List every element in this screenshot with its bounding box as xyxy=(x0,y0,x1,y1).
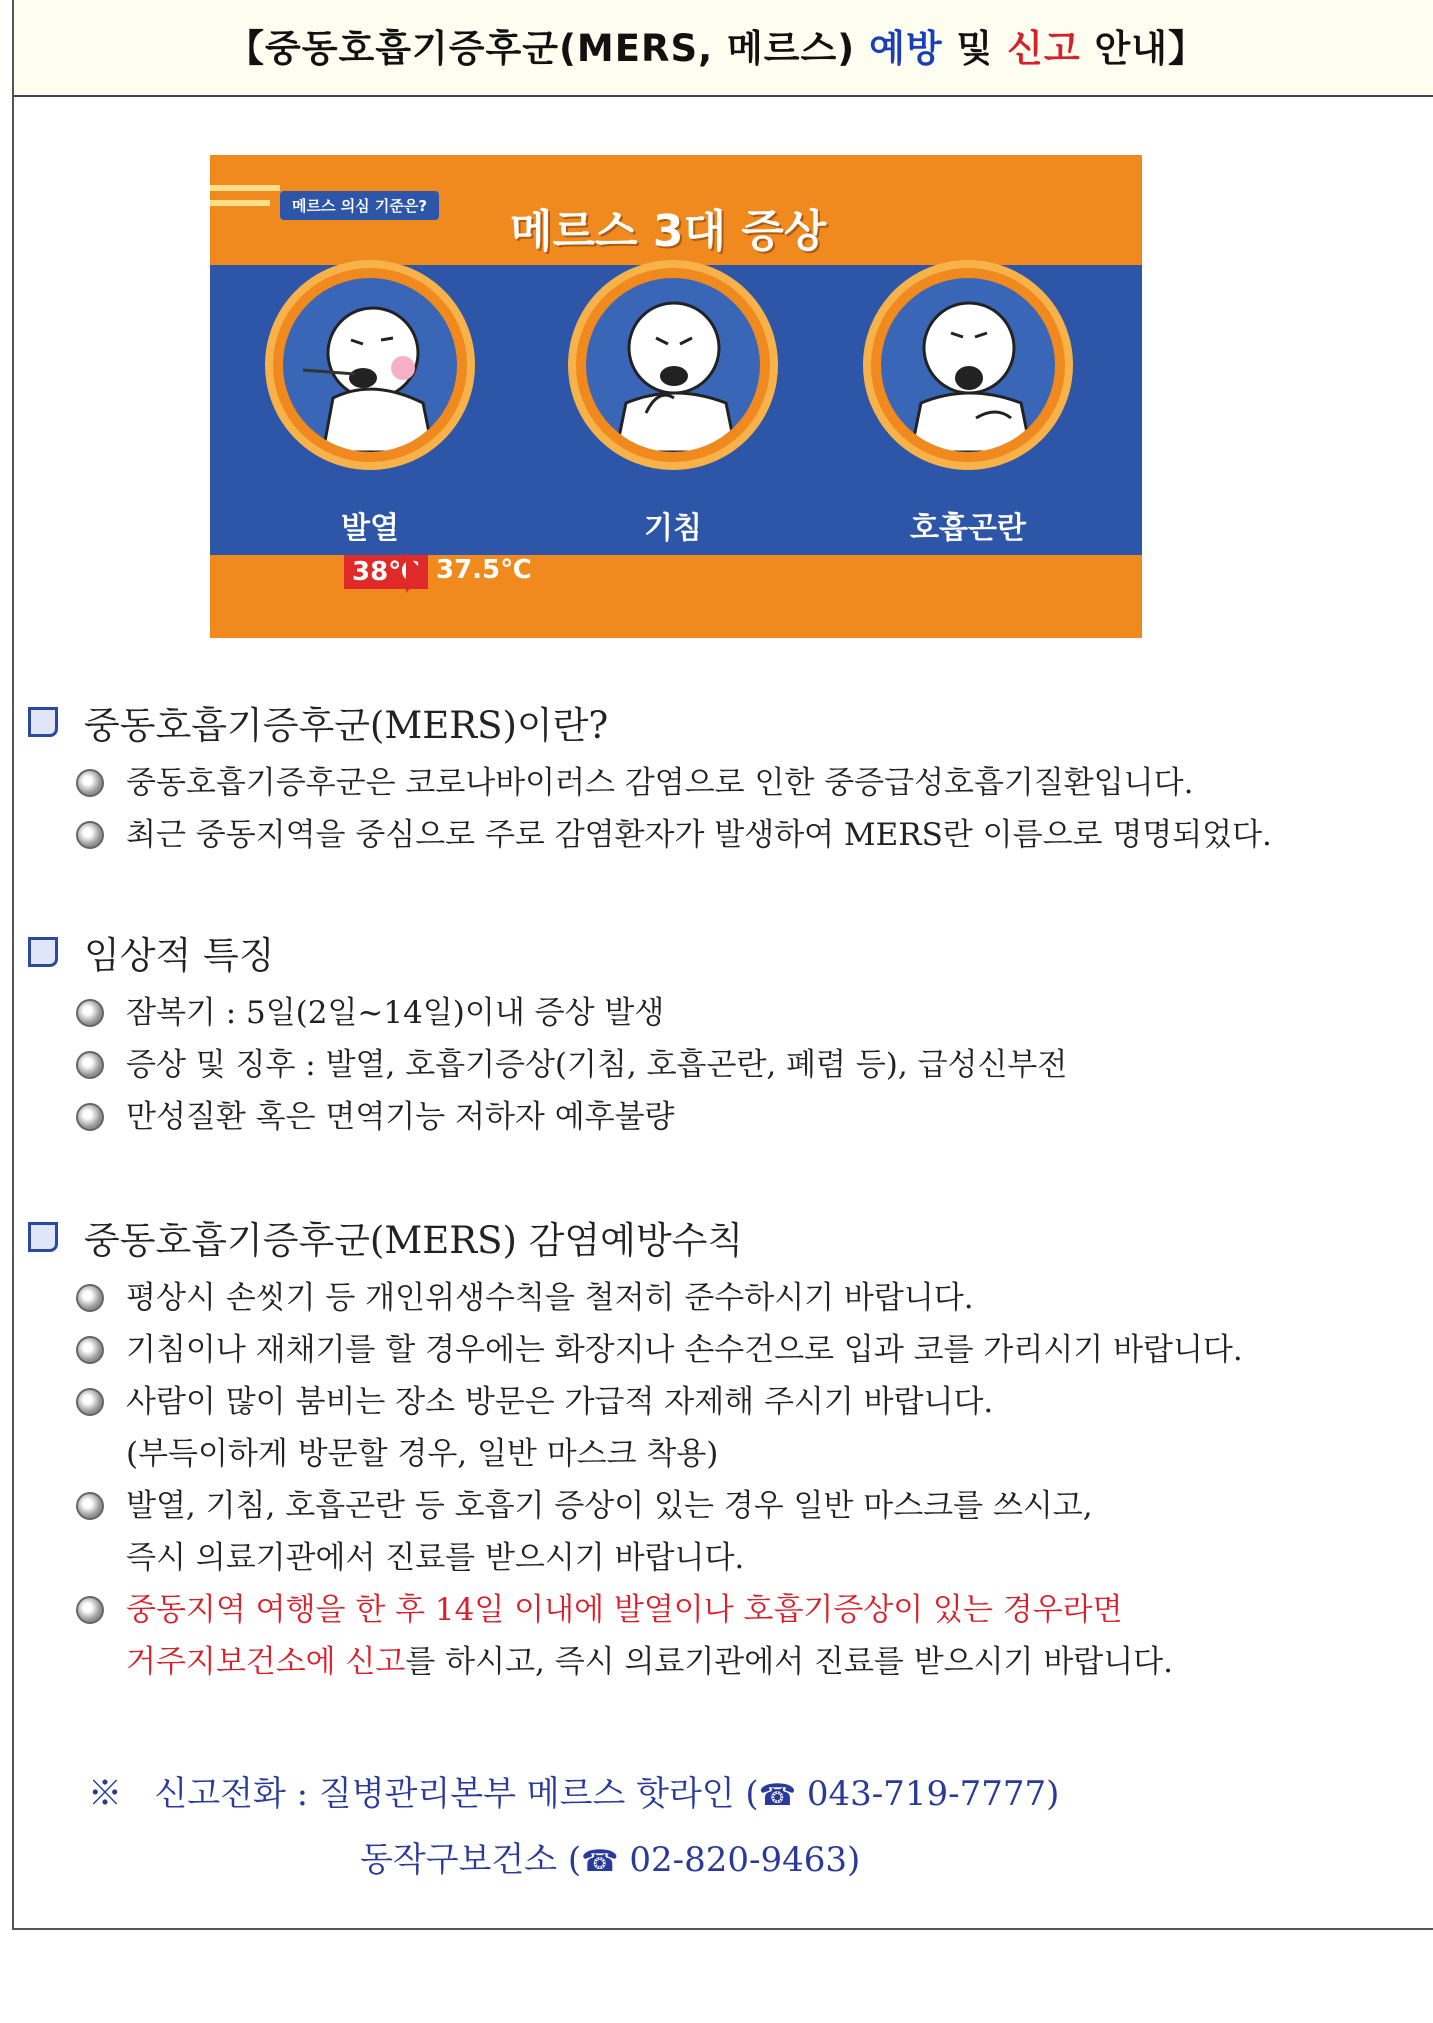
report-highlight: 거주지보건소에 신고 xyxy=(126,1644,406,1680)
bullet-icon xyxy=(76,1596,104,1624)
bullet-icon xyxy=(76,1388,104,1416)
health-center-number[interactable]: 02-820-9463) xyxy=(618,1840,861,1880)
section-heading: 중동호흡기증후군(MERS) 감염예방수칙 xyxy=(84,1219,744,1262)
temp-old-badge: 38℃ xyxy=(344,555,428,589)
cough-illustration xyxy=(568,260,778,470)
list-item: 사람이 많이 붐비는 장소 방문은 가급적 자제해 주시기 바랍니다. xyxy=(76,1376,1413,1428)
list-item-continuation: 즉시 의료기관에서 진료를 받으시기 바랍니다. xyxy=(126,1540,745,1576)
list-item: 기침이나 재채기를 할 경우에는 화장지나 손수건으로 입과 코를 가리시기 바랍니다. xyxy=(76,1324,1413,1376)
banner-deco-line xyxy=(210,185,280,191)
hotline-number[interactable]: 043-719-7777) xyxy=(796,1774,1060,1814)
dyspnea-illustration xyxy=(863,260,1073,470)
bullet-icon xyxy=(76,821,104,849)
phone-icon: ☎ xyxy=(581,1844,619,1879)
list-item-continuation: 거주지보건소에 신고를 하시고, 즉시 의료기관에서 진료를 받으시기 바랍니다. xyxy=(126,1644,1173,1680)
bullet-icon xyxy=(76,1103,104,1131)
frame-bottom-border xyxy=(12,1928,1433,1930)
list-item: 최근 중동지역을 중심으로 주로 감염환자가 발생하여 MERS란 이름으로 명명되었다. xyxy=(76,809,1413,861)
title-prevent: 예방 xyxy=(869,27,943,70)
fever-illustration xyxy=(265,260,475,470)
bullet-icon xyxy=(76,769,104,797)
bullet-icon xyxy=(76,1492,104,1520)
list-item: 중동호흡기증후군은 코로나바이러스 감염으로 인한 중증급성호흡기질환입니다. xyxy=(76,757,1413,809)
cough-person-icon xyxy=(586,278,760,452)
health-center-label: 동작구보건소 ( xyxy=(360,1840,582,1880)
checkbox-square-icon xyxy=(28,1222,58,1252)
bullet-icon xyxy=(76,1336,104,1364)
list-item-warning: 중동지역 여행을 한 후 14일 이내에 발열이나 호흡기증상이 있는 경우라면 xyxy=(76,1584,1413,1636)
title-part2: 안내】 xyxy=(1080,27,1206,70)
symptoms-banner xyxy=(210,155,1142,638)
banner-tag: 메르스 의심 기준은? xyxy=(280,191,439,220)
contact-info xyxy=(88,1762,1059,1894)
checkbox-square-icon xyxy=(28,707,58,737)
banner-heading: 메르스 3대 증상 xyxy=(510,206,827,257)
title-report: 신고 xyxy=(1007,27,1081,70)
section-what-is-mers xyxy=(28,695,1413,861)
bullet-icon xyxy=(76,999,104,1027)
title-mid: 및 xyxy=(942,27,1008,70)
phone-icon: ☎ xyxy=(758,1778,797,1813)
dyspnea-person-icon xyxy=(881,278,1055,452)
symptom-label-dyspnea: 호흡곤란 xyxy=(910,511,1026,546)
symptom-label-cough: 기침 xyxy=(644,511,702,546)
list-item: 증상 및 징후 : 발열, 호흡기증상(기침, 호흡곤란, 폐렴 등), 급성신부전 xyxy=(76,1039,1413,1091)
section-heading: 임상적 특징 xyxy=(84,934,275,977)
temp-new-label: 37.5℃ xyxy=(436,555,532,585)
bullet-icon xyxy=(76,1284,104,1312)
list-item: 만성질환 혹은 면역기능 저하자 예후불량 xyxy=(76,1091,1413,1143)
section-heading: 중동호흡기증후군(MERS)이란? xyxy=(84,704,609,747)
frame-left-border xyxy=(12,0,14,1928)
section-clinical-features xyxy=(28,925,1413,1143)
section-prevention-rules xyxy=(28,1210,1413,1688)
checkbox-square-icon xyxy=(28,937,58,967)
note-mark: ※ xyxy=(88,1774,122,1814)
page-title xyxy=(0,18,1433,72)
title-part1: 【중동호흡기증후군(MERS, 메르스) xyxy=(227,27,870,70)
bullet-icon xyxy=(76,1051,104,1079)
banner-deco-line xyxy=(210,200,270,206)
list-item: 발열, 기침, 호흡곤란 등 호흡기 증상이 있는 경우 일반 마스크를 쓰시고, xyxy=(76,1480,1413,1532)
list-item: 평상시 손씻기 등 개인위생수칙을 철저히 준수하시기 바랍니다. xyxy=(76,1272,1413,1324)
fever-person-icon xyxy=(283,278,457,452)
hotline-label: 신고전화 : 질병관리본부 메르스 핫라인 ( xyxy=(154,1774,759,1814)
symptom-label-fever: 발열 xyxy=(341,511,399,546)
list-item: 잠복기 : 5일(2일~14일)이내 증상 발생 xyxy=(76,987,1413,1039)
list-item-continuation: (부득이하게 방문할 경우, 일반 마스크 착용) xyxy=(126,1436,719,1472)
arrow-right-icon xyxy=(406,553,424,593)
